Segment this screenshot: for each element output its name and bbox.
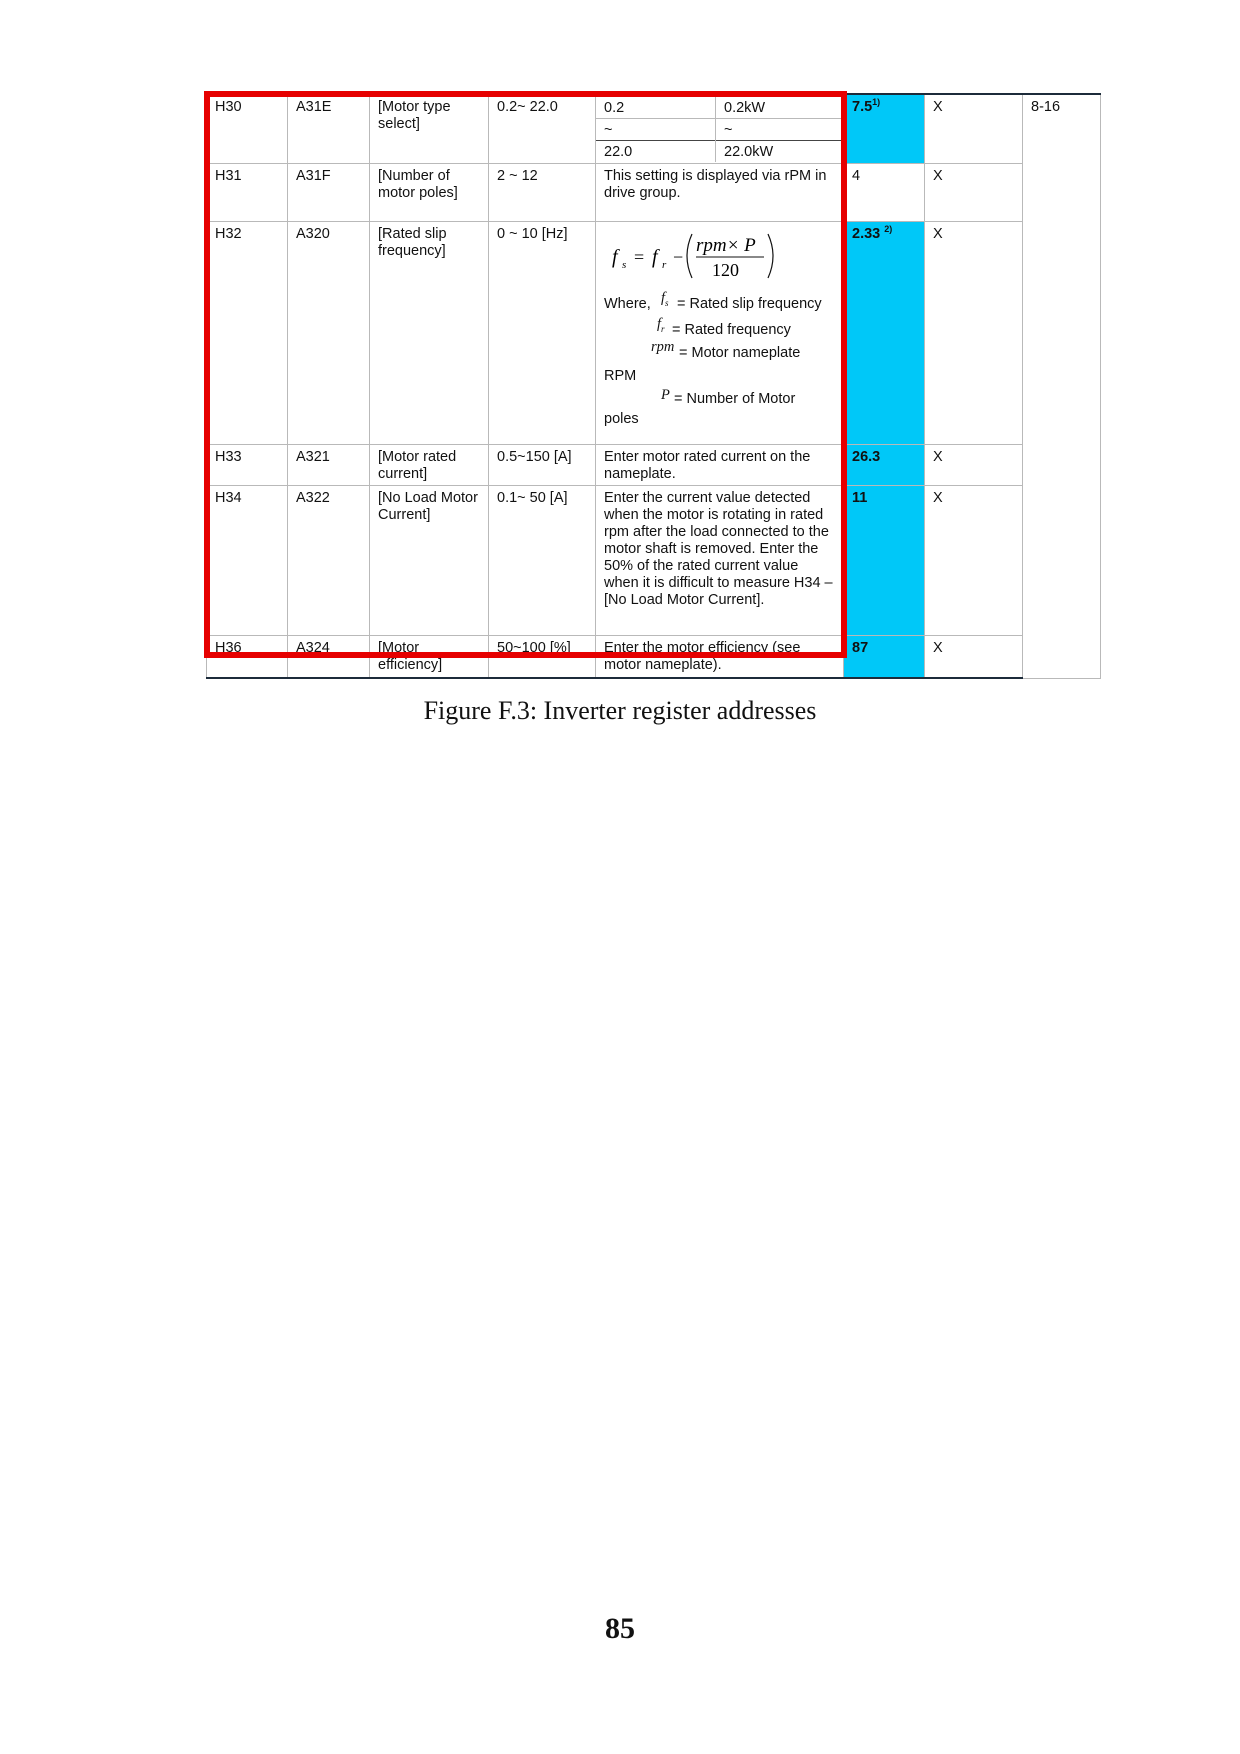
formula-lhs: f [612, 246, 618, 268]
subtable-cell: 0.2kW [716, 96, 844, 119]
value-cell [844, 222, 925, 445]
definition-symbol: P [661, 387, 670, 403]
table-row-h31 [207, 164, 1101, 222]
description-cell: Enter the motor efficiency (see motor nameplate). [596, 636, 844, 679]
value-cell: 87 [844, 636, 925, 679]
left-paren [687, 234, 692, 278]
parameter-table-container [206, 93, 1100, 673]
value-cell: 11 [844, 486, 925, 636]
value-text: 7.5 [852, 99, 873, 115]
address-cell: A31F [288, 164, 370, 222]
name-cell: [Rated slip frequency] [370, 222, 489, 445]
name-cell: [Number of motor poles] [370, 164, 489, 222]
definition-text: = Motor nameplate [679, 345, 801, 361]
definition-symbol: $f_s$ [661, 290, 669, 308]
name-cell: [No Load Motor Current] [370, 486, 489, 636]
where-label: Where, [604, 296, 651, 312]
table-row-h32 [207, 222, 1101, 445]
code-cell: H34 [207, 486, 288, 636]
address-cell: A322 [288, 486, 370, 636]
address-cell: A320 [288, 222, 370, 445]
code-cell: H32 [207, 222, 288, 445]
subtable-cell: 22.0 [596, 141, 716, 163]
range-cell: 2 ~ 12 [489, 164, 596, 222]
value-cell: 4 [844, 164, 925, 222]
adjust-cell: X [925, 486, 1023, 636]
adjust-cell: X [925, 94, 1023, 164]
definition-line [604, 290, 836, 319]
subtable-cell: 0.2 [596, 96, 716, 119]
page-ref-cell: 8-16 [1023, 94, 1101, 678]
adjust-cell: X [925, 222, 1023, 445]
code-cell: H33 [207, 445, 288, 486]
slip-frequency-formula [610, 228, 780, 284]
footnote-mark: 1) [872, 97, 881, 108]
range-cell: 0.1~ 50 [A] [489, 486, 596, 636]
table-row-h33 [207, 445, 1101, 486]
definition-text: RPM [604, 368, 637, 384]
range-cell: 50~100 [%] [489, 636, 596, 679]
description-cell: Enter motor rated current on the nameplate. [596, 445, 844, 486]
code-cell: H31 [207, 164, 288, 222]
subtable-cell: ~ [596, 119, 716, 141]
table-row-h30 [207, 94, 1101, 164]
subtable-cell: ~ [716, 119, 844, 141]
range-cell: 0.5~150 [A] [489, 445, 596, 486]
adjust-cell: X [925, 636, 1023, 679]
definition-symbol: $f_r$ [657, 316, 665, 334]
description-cell [596, 222, 844, 445]
description-cell: This setting is displayed via rPM in drive group. [596, 164, 844, 222]
code-cell: H30 [207, 94, 288, 164]
definition-text: = Number of Motor [674, 391, 796, 407]
right-paren [768, 234, 773, 278]
address-cell: A31E [288, 94, 370, 164]
address-cell: A321 [288, 445, 370, 486]
name-cell: [Motor type select] [370, 94, 489, 164]
subtable-cell: 22.0kW [716, 141, 844, 163]
range-cell: 0 ~ 10 [Hz] [489, 222, 596, 445]
formula-minus: − [673, 247, 684, 267]
definition-text: = Rated frequency [672, 322, 791, 338]
formula-equals: = [634, 247, 645, 267]
parameter-table [206, 93, 1101, 679]
definition-line [604, 316, 836, 345]
footnote-mark: 2) [884, 224, 893, 235]
formula-fr: f [652, 246, 658, 268]
value-cell: 26.3 [844, 445, 925, 486]
address-cell: A324 [288, 636, 370, 679]
formula-fr-sub: r [662, 259, 667, 271]
setting-cell [596, 94, 844, 164]
name-cell: [Motor efficiency] [370, 636, 489, 679]
range-cell: 0.2~ 22.0 [489, 94, 596, 164]
definition-line [604, 387, 836, 411]
page-number: 85 [605, 1612, 635, 1645]
definition-symbol: rpm [651, 339, 675, 355]
definition-text: = Rated slip frequency [677, 296, 822, 312]
formula-lhs-sub: s [622, 259, 627, 271]
adjust-cell: X [925, 164, 1023, 222]
formula-numerator: rpm× P [696, 235, 756, 256]
definition-line [604, 368, 836, 388]
value-text: 2.33 [852, 226, 881, 242]
formula-denominator: 120 [712, 260, 739, 280]
definition-line [604, 339, 836, 368]
figure-caption: Figure F.3: Inverter register addresses [423, 696, 817, 725]
motor-type-subtable [596, 95, 843, 162]
description-cell: Enter the current value detected when the motor is rotating in rated rpm after the load connected to the motor shaft is removed. Enter the 50% of the rated current value when it is difficult to measure H34 – [No Load Motor Current]. [596, 486, 844, 636]
definition-text: poles [604, 411, 639, 427]
value-cell [844, 94, 925, 164]
table-row-h34 [207, 486, 1101, 636]
table-row-h36 [207, 636, 1101, 679]
name-cell: [Motor rated current] [370, 445, 489, 486]
adjust-cell: X [925, 445, 1023, 486]
code-cell: H36 [207, 636, 288, 679]
definition-line [604, 411, 836, 428]
